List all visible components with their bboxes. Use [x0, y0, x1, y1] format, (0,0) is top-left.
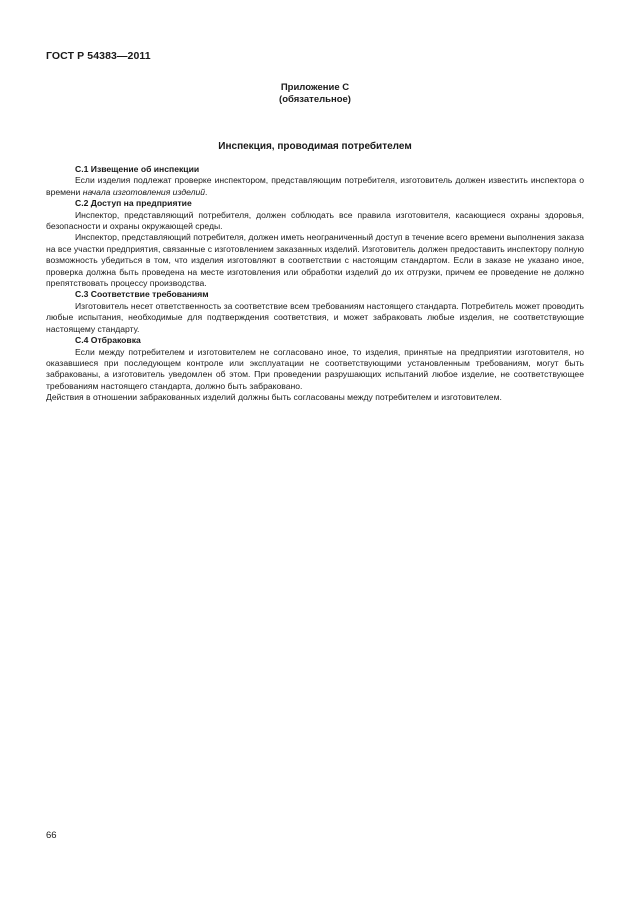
paragraph-c2-2: Инспектор, представляющий потребителя, должен иметь неограниченный доступ в течение всего времени выполнения заказа на все участки предприятия, связанные с изготовлением заказанных изделий. Изготовитель должен предоставить инспектору полную возможность убедиться в том, что изделия изготовляют в соответствии с настоящим стандартом. Если в заказе не указано иное, проверка должна быть проведена на месте изготовления или обработки изделий до их отгрузки, причем ее проведение не должно препятствовать процессу производства.	[46, 232, 584, 289]
paragraph-c3-1: Изготовитель несет ответственность за соответствие всем требованиям настоящего стандарта. Потребитель может проводить любые испытания, необходимые для подтверждения соответствия, и может забраковать любые изделия, не соответствующие настоящему стандарту.	[46, 300, 584, 334]
paragraph-c1-1-text: Если изделия подлежат проверке инспектором, представляющим потребителя, изготовитель должен известить инспектора о времени	[46, 175, 584, 197]
document-id: ГОСТ Р 54383—2011	[46, 50, 151, 62]
paragraph-c4-2: Действия в отношении забракованных изделий должны быть согласованы между потребителем и изготовителем.	[46, 392, 502, 403]
page-title: Инспекция, проводимая потребителем	[218, 141, 412, 152]
section-heading-c1: С.1 Извещение об инспекции	[75, 164, 200, 174]
paragraph-c1-1-end: .	[205, 186, 208, 197]
section-heading-c4: С.4 Отбраковка	[75, 335, 141, 346]
page-number: 66	[46, 830, 57, 841]
document-body	[46, 164, 584, 404]
annex-status: (обязательное)	[279, 94, 351, 105]
annex-title: Приложение С	[280, 82, 350, 93]
paragraph-c2-1: Инспектор, представляющий потребителя, должен соблюдать все правила изготовителя, касающиеся охраны здоровья, безопасности и охраны окружающей среды.	[46, 209, 584, 232]
paragraph-c1-1-emphasis: начала изготовления изделий	[82, 186, 206, 197]
paragraph-c4-1: Если между потребителем и изготовителем не согласовано иное, то изделия, принятые на предприятии изготовителя, но оказавшиеся при последующем контроле или эксплуатации не соответствующими установленным требованиям, могут быть забракованы, а изготовитель уведомлен об этом. При проведении разрушающих испытаний любое изделие, не соответствующее требованиям настоящего стандарта, должно быть забраковано.	[46, 346, 584, 391]
paragraph-c1-1	[46, 175, 584, 198]
section-heading-c3: С.3 Соответствие требованиям	[75, 289, 209, 300]
annex-heading	[0, 82, 630, 106]
section-heading-c2: С.2 Доступ на предприятие	[75, 198, 192, 209]
